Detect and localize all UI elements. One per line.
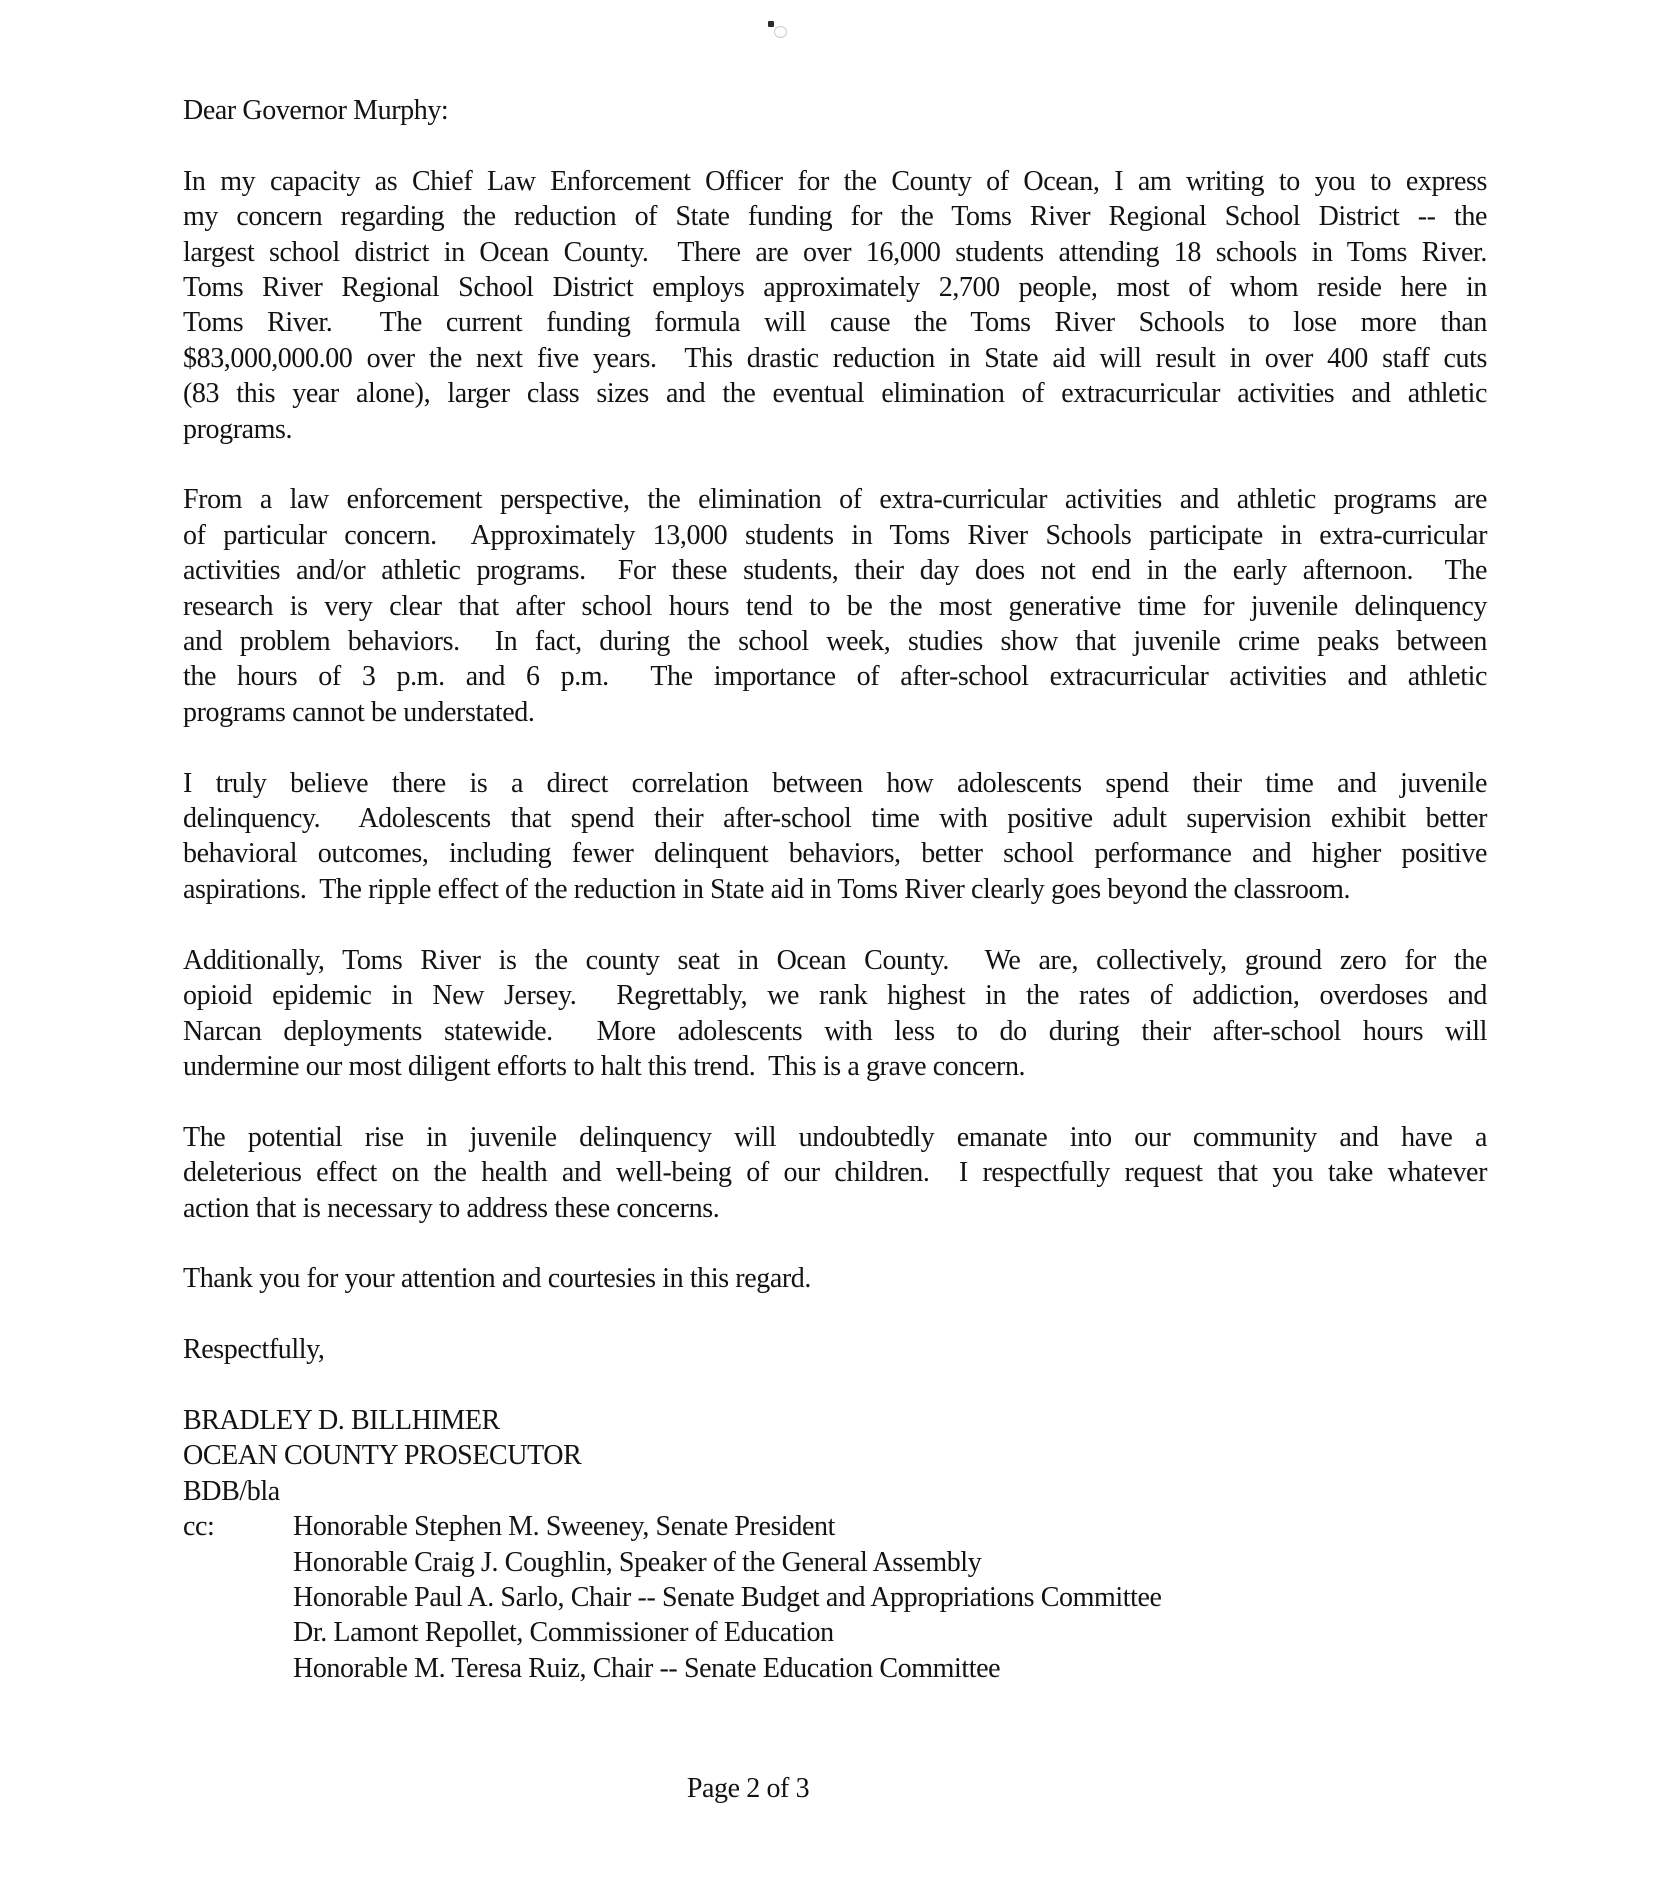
text-line: Additionally, Toms River is the county seat in Ocean County. We are, collectively, ground zero for the xyxy=(183,944,1487,976)
cc-recipient: Honorable Craig J. Coughlin, Speaker of the General Assembly xyxy=(293,1546,982,1578)
cc-section xyxy=(183,1509,1487,1686)
paragraph-funding-reduction xyxy=(183,164,1487,447)
text-line: my concern regarding the reduction of State funding for the Toms River Regional School District -- the xyxy=(183,201,1487,233)
text-line: opioid epidemic in New Jersey. Regrettably, we rank highest in the rates of addiction, overdoses and xyxy=(183,980,1487,1012)
text-line: Toms River Regional School District employs approximately 2,700 people, most of whom reside here in xyxy=(183,272,1487,304)
closing: Respectfully, xyxy=(183,1334,325,1366)
letter-body xyxy=(183,93,1487,1686)
text-line: action that is necessary to address these concerns. xyxy=(183,1192,720,1224)
text-line: aspirations. The ripple effect of the reduction in State aid in Toms River clearly goes beyond the classroom. xyxy=(183,873,1351,905)
text-line: research is very clear that after school hours tend to be the most generative time for juvenile delinquency xyxy=(183,590,1487,622)
cc-recipient: Honorable Paul A. Sarlo, Chair -- Senate Budget and Appropriations Committee xyxy=(293,1581,1162,1613)
text-line: From a law enforcement perspective, the elimination of extra-curricular activities and athletic programs are xyxy=(183,484,1487,516)
paragraph-correlation xyxy=(183,766,1487,908)
text-line: and problem behaviors. In fact, during the school week, studies show that juvenile crime peaks between xyxy=(183,626,1487,658)
text-line: of particular concern. Approximately 13,000 students in Toms River Schools participate in extra-curricular xyxy=(183,519,1487,551)
signature-reference-initials: BDB/bla xyxy=(183,1475,280,1507)
text-line: deleterious effect on the health and well-being of our children. I respectfully request that you take whatever xyxy=(183,1157,1487,1189)
text-line: largest school district in Ocean County. There are over 16,000 students attending 18 schools in Toms River. xyxy=(183,236,1487,268)
text-line: Narcan deployments statewide. More adolescents with less to do during their after-school hours will xyxy=(183,1015,1487,1047)
text-line: programs cannot be understated. xyxy=(183,696,535,728)
paragraph-thank-you xyxy=(183,1261,1487,1296)
cc-recipient: Honorable Stephen M. Sweeney, Senate President xyxy=(293,1511,835,1543)
cc-recipient: Honorable M. Teresa Ruiz, Chair -- Senate Education Committee xyxy=(293,1652,1001,1684)
cc-recipient: Dr. Lamont Repollet, Commissioner of Education xyxy=(293,1617,834,1649)
paragraph-law-enforcement-perspective xyxy=(183,482,1487,730)
page-number: Page 2 of 3 xyxy=(686,1773,810,1804)
text-line: undermine our most diligent efforts to halt this trend. This is a grave concern. xyxy=(183,1050,1026,1082)
text-line: activities and/or athletic programs. For these students, their day does not end in the early afternoon. The xyxy=(183,555,1487,587)
text-line: behavioral outcomes, including fewer delinquent behaviors, better school performance and higher positive xyxy=(183,838,1487,870)
salutation: Dear Governor Murphy: xyxy=(183,95,449,126)
text-line: the hours of 3 p.m. and 6 p.m. The importance of after-school extracurricular activities and athletic xyxy=(183,661,1487,693)
text-line: Thank you for your attention and courtesies in this regard. xyxy=(183,1263,812,1295)
text-line: (83 this year alone), larger class sizes and the eventual elimination of extracurricular activities and athletic xyxy=(183,378,1487,410)
signature-block xyxy=(183,1403,1487,1686)
text-line: delinquency. Adolescents that spend their after-school time with positive adult supervision exhibit better xyxy=(183,803,1487,835)
text-line: The potential rise in juvenile delinquency will undoubtedly emanate into our community and have a xyxy=(183,1121,1487,1153)
text-line: Toms River. The current funding formula will cause the Toms River Schools to lose more than xyxy=(183,307,1487,339)
paragraph-request-action xyxy=(183,1120,1487,1226)
signature-name: BRADLEY D. BILLHIMER xyxy=(183,1404,500,1436)
text-line: I truly believe there is a direct correlation between how adolescents spend their time and juvenile xyxy=(183,767,1487,799)
text-line: $83,000,000.00 over the next five years. This drastic reduction in State aid will result in over 400 staff cuts xyxy=(183,342,1487,374)
cc-recipient-list xyxy=(293,1509,1487,1686)
text-line: programs. xyxy=(183,413,293,445)
scan-artifact-ring xyxy=(774,26,787,38)
signature-title: OCEAN COUNTY PROSECUTOR xyxy=(183,1440,582,1472)
text-line: In my capacity as Chief Law Enforcement Officer for the County of Ocean, I am writing to you to express xyxy=(183,165,1487,197)
cc-label: cc: xyxy=(183,1511,215,1543)
scan-artifact-dot xyxy=(768,21,774,27)
paragraph-county-seat xyxy=(183,943,1487,1085)
